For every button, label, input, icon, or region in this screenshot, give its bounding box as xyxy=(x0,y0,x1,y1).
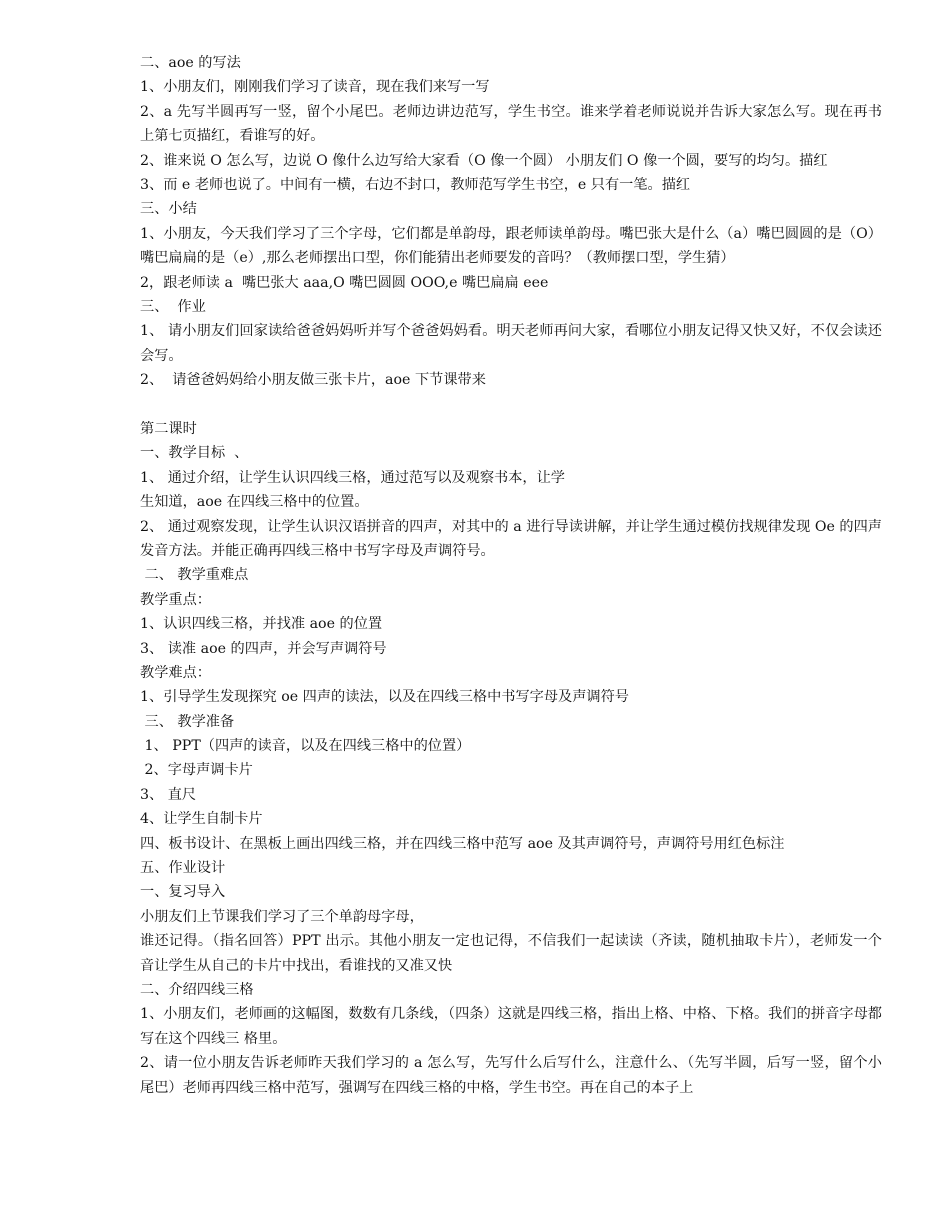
text-line: 小朋友们上节课我们学习了三个单韵母字母， xyxy=(140,908,424,925)
text-line: 1、 通过介绍，让学生认识四线三格，通过范写以及观察书本，让学 xyxy=(140,469,565,486)
text-line: 教学重点： xyxy=(140,591,211,608)
text-line: 2、 请爸爸妈妈给小朋友做三张卡片，aoe 下节课带来 xyxy=(140,372,486,389)
text-line: 1、认识四线三格，并找准 aoe 的位置 xyxy=(140,616,383,633)
text-line: 1、 PPT（四声的读音，以及在四线三格中的位置） xyxy=(140,738,471,755)
text-line: 4、让学生自制卡片 xyxy=(140,811,263,828)
text-line: 三、 教学准备 xyxy=(140,713,235,730)
text-line: 二、 教学重难点 xyxy=(140,567,249,584)
text-line: 2、字母声调卡片 xyxy=(140,762,253,779)
text-line: 一、复习导入 xyxy=(140,884,226,901)
paragraph: 2、请一位小朋友告诉老师昨天我们学习的 a 怎么写，先写什么后写什么，注意什么、（先写半圆，后写一竖，留个小尾巴）老师再四线三格中范写，强调写在四线三格的中格，学生书空。再在自己的本子上 xyxy=(140,1055,882,1096)
blank-line xyxy=(140,393,882,417)
text-line: 四、板书设计、在黑板上画出四线三格，并在四线三格中范写 aoe 及其声调符号，声调符号用红色标注 xyxy=(140,835,785,852)
paragraph: 谁还记得。（指名回答）PPT 出示。其他小朋友一定也记得，不信我们一起读读（齐读，随机抽取卡片），老师发一个音让学生从自己的卡片中找出，看谁找的又准又快 xyxy=(140,933,882,974)
text-line: 第二课时 xyxy=(140,420,197,437)
text-line: 二、aoe 的写法 xyxy=(140,55,241,71)
document-page xyxy=(140,51,882,1100)
text-line: 3、 读准 aoe 的四声，并会写声调符号 xyxy=(140,640,387,657)
text-line: 一、教学目标 、 xyxy=(140,445,249,462)
text-line: 生知道，aoe 在四线三格中的位置。 xyxy=(140,494,369,511)
paragraph: 2、谁来说 O 怎么写，边说 O 像什么边写给大家看（O 像一个圆） 小朋友们 O 像一个圆，要写的均匀。描红 xyxy=(140,152,828,169)
text-line: 二、介绍四线三格 xyxy=(140,982,254,999)
paragraph: 2、a 先写半圆再写一竖，留个小尾巴。老师边讲边范写，学生书空。谁来学着老师说说并告诉大家怎么写。现在再书上第七页描红，看谁写的好。 xyxy=(140,103,882,145)
text-line: 3、 直尺 xyxy=(140,786,197,803)
text-line: 1、小朋友们，刚刚我们学习了读音，现在我们来写一写 xyxy=(140,79,490,96)
paragraph: 1、 请小朋友们回家读给爸爸妈妈听并写个爸爸妈妈看。明天老师再问大家，看哪位小朋友记得又快又好，不仅会读还会写。 xyxy=(140,323,882,364)
text-line: 三、 作业 xyxy=(140,298,206,315)
text-line: 2，跟老师读 a 嘴巴张大 aaa,O 嘴巴圆圆 OOO,e 嘴巴扁扁 eee xyxy=(140,274,549,291)
paragraph: 1、小朋友，今天我们学习了三个字母，它们都是单韵母，跟老师读单韵母。嘴巴张大是什么（a）嘴巴圆圆的是（O）嘴巴扁扁的是（e）,那么老师摆出口型，你们能猜出老师要发的音吗？（教师摆口型，学生猜） xyxy=(140,225,882,267)
paragraph: 1、小朋友们，老师画的这幅图，数数有几条线，（四条）这就是四线三格，指出上格、中格、下格。我们的拼音字母都写在这个四线三 格里。 xyxy=(140,1006,882,1047)
text-line: 三、小结 xyxy=(140,201,197,218)
text-line: 3、而 e 老师也说了。中间有一横，右边不封口，教师范写学生书空，e 只有一笔。描红 xyxy=(140,177,691,193)
text-line: 五、作业设计 xyxy=(140,860,226,877)
text-line: 教学难点： xyxy=(140,664,211,681)
text-line: 1、引导学生发现探究 oe 四声的读法，以及在四线三格中书写字母及声调符号 xyxy=(140,689,629,706)
paragraph: 2、 通过观察发现，让学生认识汉语拼音的四声，对其中的 a 进行导读讲解，并让学生通过模仿找规律发现 Oe 的四声发音方法。并能正确再四线三格中书写字母及声调符号。 xyxy=(140,518,882,559)
